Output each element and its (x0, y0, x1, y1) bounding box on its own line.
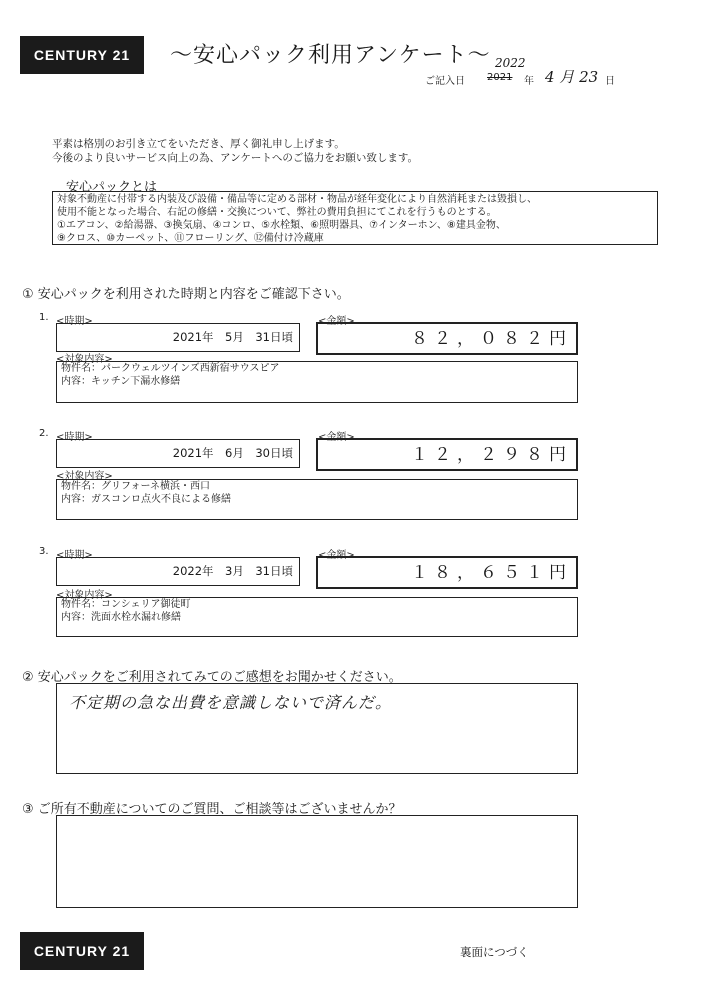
entry-1-content: 内容：キッチン下漏水修繕 (61, 375, 181, 387)
entry-3-content-label: <対象内容> (56, 590, 113, 601)
about-line-4: ⑨クロス、⑩カーペット、⑪フローリング、⑫備付け冷蔵庫 (57, 233, 324, 244)
entry-2-content: 内容：ガスコンロ点火不良による修繕 (61, 493, 231, 505)
date-day-unit: 日 (605, 76, 615, 87)
entry-2-period-label: <時期> (56, 432, 93, 443)
date-year-unit: 年 (524, 76, 534, 87)
century21-logo-bottom: CENTURY 21 (20, 932, 144, 970)
q1-heading: ① 安心パックを利用された時期と内容をご確認下さい。 (22, 287, 350, 302)
entry-3-period-label: <時期> (56, 550, 93, 561)
entry-3-content: 内容：洗面水栓水漏れ修繕 (61, 611, 181, 623)
entry-1-date-box: 2021年 5月 31日頃 (56, 323, 300, 352)
continue-on-back: 裏面につづく (460, 945, 529, 959)
entry-3-date-box: 2022年 3月 31日頃 (56, 557, 300, 586)
entry-2-content-box (56, 479, 578, 520)
entry-2-date-box: 2021年 6月 30日頃 (56, 439, 300, 468)
entry-1-content-label: <対象内容> (56, 354, 113, 365)
entry-1-amount-box: ８２，０８２円 (316, 322, 578, 355)
entry-3-number: 3. (39, 546, 49, 557)
entry-2-number: 2. (39, 428, 49, 439)
q2-answer-box[interactable] (56, 683, 578, 774)
page-title: ～安心パック利用アンケート～ (170, 43, 491, 68)
q2-heading: ② 安心パックをご利用されてみてのご感想をお聞かせください。 (22, 670, 402, 685)
entry-3-amount-box: １８，６５１円 (316, 556, 578, 589)
entry-1-property: 物件名：パークウェルツインズ西新宿サウスピア (61, 363, 280, 374)
date-year-written: 2022 (495, 56, 526, 70)
entry-2-content-label: <対象内容> (56, 471, 113, 482)
q3-answer-box[interactable] (56, 815, 578, 908)
about-heading: 安心パックとは (66, 180, 158, 195)
about-line-1: 対象不動産に付帯する内装及び設備・備品等に定める部材・物品が経年変化により自然消耗または毀損し、 (57, 194, 537, 205)
entry-3-amount-label: <金額> (318, 550, 355, 561)
entry-1-number: 1. (39, 312, 49, 323)
about-line-2: 使用不能となった場合、右記の修繕・交換について、弊社の費用負担にてこれを行うものとする。 (57, 207, 497, 218)
date-month-day-written: 4 月 23 (545, 68, 599, 86)
entry-2-property: 物件名：グリフォーネ横浜・西口 (61, 481, 210, 492)
about-line-3: ①エアコン、②給湯器、③換気扇、④コンロ、⑤水栓類、⑥照明器具、⑦インターホン、⑧建具金物、 (57, 220, 506, 231)
intro-line-1: 平素は格別のお引き立てをいただき、厚く御礼申し上げます。 (52, 138, 345, 150)
entry-1-amount-label: <金額> (318, 316, 355, 327)
q3-heading: ③ ご所有不動産についてのご質問、ご相談等はございませんか？ (22, 802, 402, 817)
entry-2-amount-box: １２，２９８円 (316, 438, 578, 471)
century21-logo-top: CENTURY 21 (20, 36, 144, 74)
entry-1-content-box (56, 361, 578, 403)
entry-3-property: 物件名：コンシェリア御徒町 (61, 599, 191, 610)
about-description-box (52, 191, 658, 245)
entry-3-content-box (56, 597, 578, 637)
intro-line-2: 今後のより良いサービス向上の為、アンケートへのご協力をお願い致します。 (52, 152, 419, 164)
date-year-struck: 2021 (487, 72, 513, 83)
q2-answer-handwritten: 不定期の急な出費を意識しないで済んだ。 (69, 693, 393, 712)
date-label: ご記入日 (425, 76, 465, 87)
entry-2-amount-label: <金額> (318, 432, 355, 443)
entry-1-period-label: <時期> (56, 316, 93, 327)
